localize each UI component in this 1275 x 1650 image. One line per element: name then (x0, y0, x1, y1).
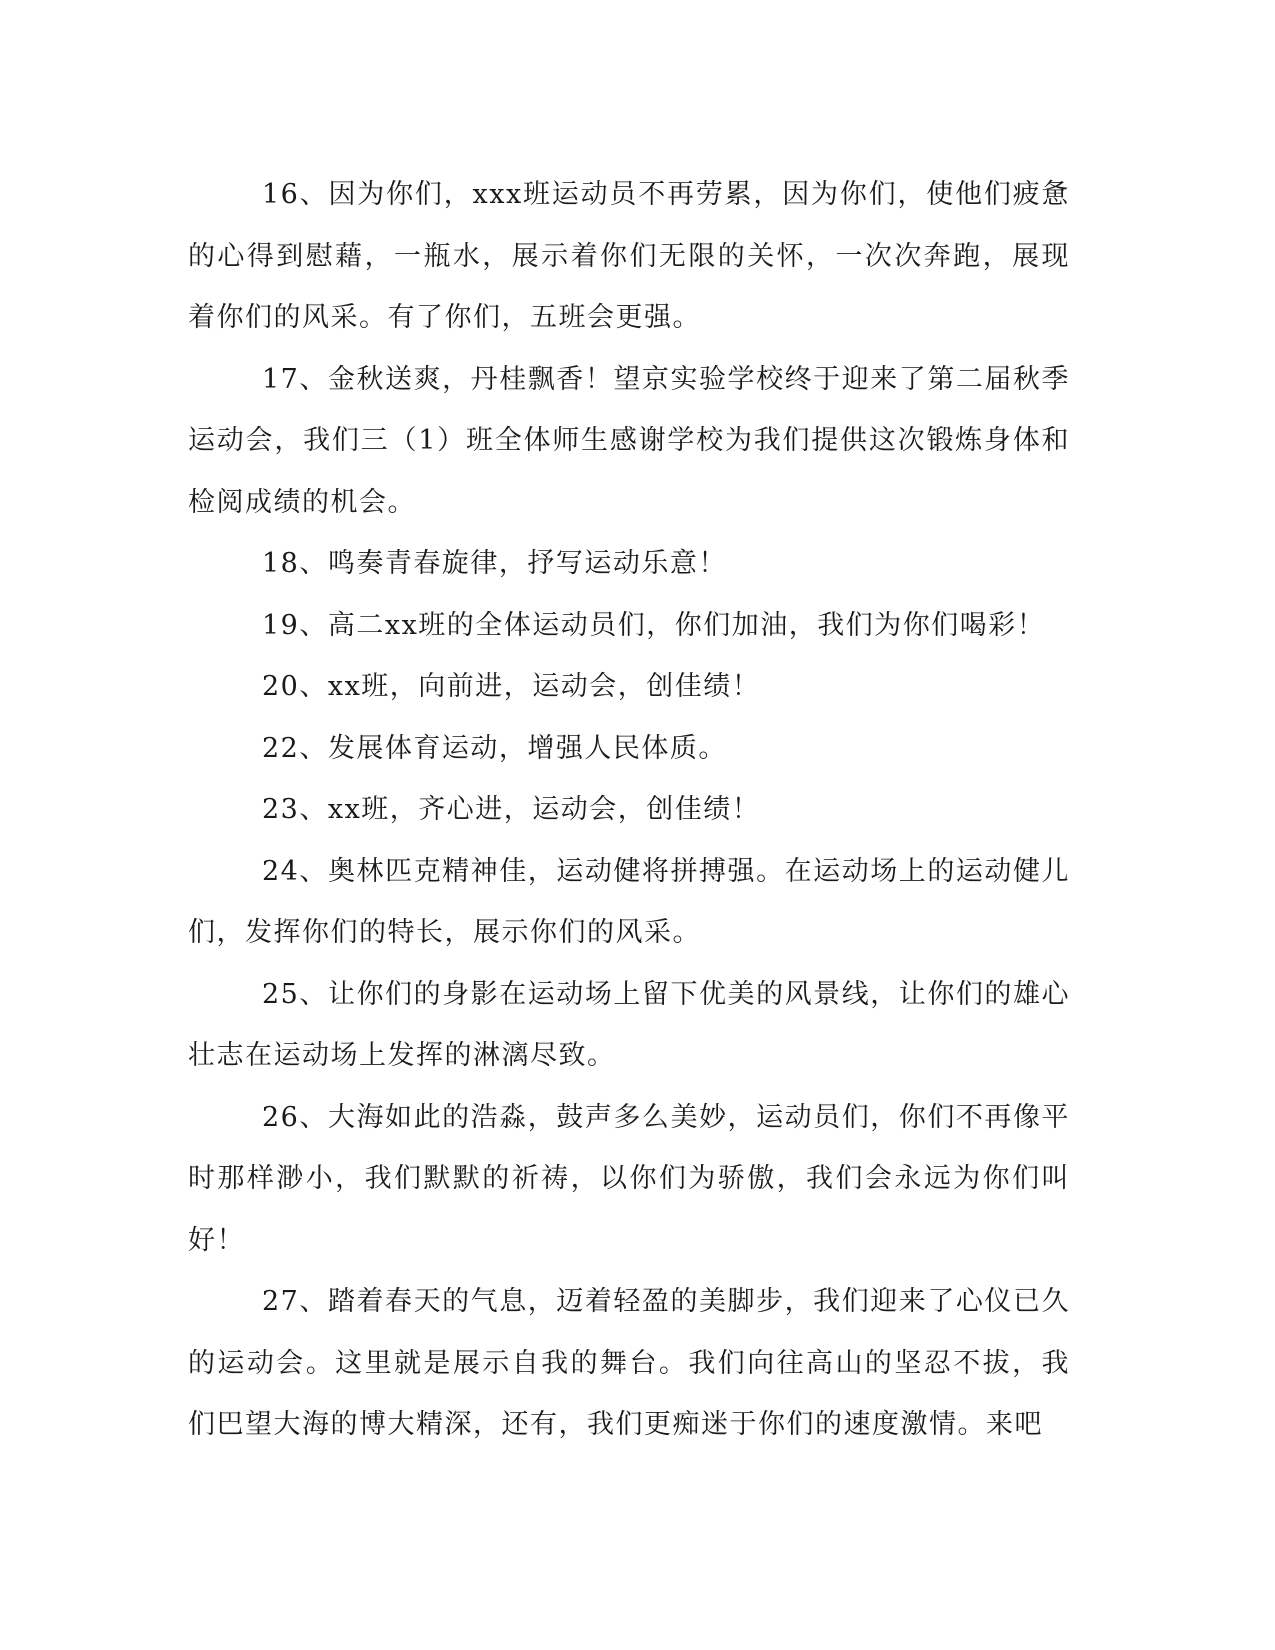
paragraph-17: 17、金秋送爽，丹桂飘香！望京实验学校终于迎来了第二届秋季运动会，我们三（1）班全体师生感谢学校为我们提供这次锻炼身体和检阅成绩的机会。 (188, 363, 1070, 518)
paragraph-20: 20、xx班，向前进，运动会，创佳绩！ (262, 671, 761, 702)
document-body (188, 164, 1070, 1456)
paragraph-19: 19、高二xx班的全体运动员们，你们加油，我们为你们喝彩！ (262, 609, 1046, 641)
paragraph-25: 25、让你们的身影在运动场上留下优美的风景线，让你们的雄心壮志在运动场上发挥的淋漓尽致。 (188, 978, 1070, 1071)
paragraph-26: 26、大海如此的浩淼，鼓声多么美妙，运动员们，你们不再像平时那样渺小，我们默默的祈祷，以你们为骄傲，我们会永远为你们叫好！ (188, 1101, 1070, 1256)
paragraph-27: 27、踏着春天的气息，迈着轻盈的美脚步，我们迎来了心仪已久的运动会。这里就是展示自我的舞台。我们向往高山的坚忍不拔，我们巴望大海的博大精深，还有，我们更痴迷于你们的速度激情。来吧 (188, 1286, 1070, 1440)
paragraph-22: 22、发展体育运动，增强人民体质。 (262, 732, 727, 764)
paragraph-18: 18、鸣奏青春旋律，抒写运动乐意！ (262, 548, 727, 579)
paragraph-23: 23、xx班，齐心进，运动会，创佳绩！ (262, 794, 761, 825)
paragraph-24: 24、奥林匹克精神佳，运动健将拼搏强。在运动场上的运动健儿们，发挥你们的特长，展示你们的风采。 (188, 855, 1070, 948)
paragraph-16: 16、因为你们，xxx班运动员不再劳累，因为你们，使他们疲惫的心得到慰藉，一瓶水，展示着你们无限的关怀，一次次奔跑，展现着你们的风采。有了你们，五班会更强。 (188, 179, 1070, 333)
